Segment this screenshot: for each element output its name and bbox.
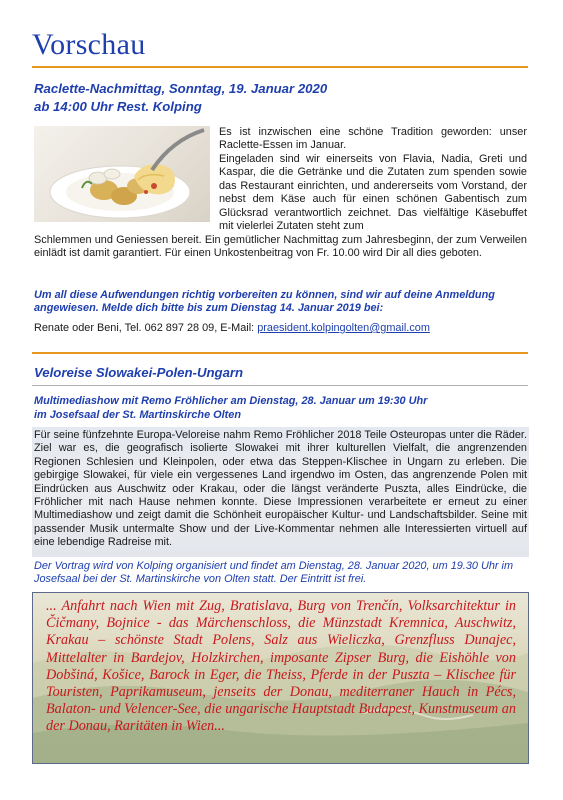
registration-note: Um all diese Aufwendungen richtig vorbereiten zu können, sind wir auf deine Anmeldung angewiesen. Melde dich bitte bis zum Dienstag 14. Januar 2019 bei: (34, 289, 495, 315)
velo-heading-rule (32, 385, 528, 386)
raclette-plate-photo (34, 126, 210, 222)
velo-credit-note: Der Vortrag wird von Kolping organisiert und findet am Dienstag, 28. Januar 2020, um 19.30 Uhr im Josefsaal bei der St. Martinskirche von Olten statt. Der Eintritt ist frei. (34, 560, 514, 586)
raclette-intro: Es ist inzwischen eine schöne Tradition geworden: unser Raclette-Essen im Januar. (219, 126, 527, 152)
title-divider (32, 66, 528, 68)
velo-heading: Veloreise Slowakei-Polen-Ungarn (34, 365, 244, 380)
section-divider (32, 352, 528, 354)
raclette-body-full: Schlemmen und Geniessen bereit. Ein gemütlicher Nachmittag zum Jahresbeginn, der zum Verweilen einlädt ist damit garantiert. Für einen Unkostenbeitrag von Fr. 10.00 wird Dir all dies geboten. (34, 234, 527, 260)
velo-body: Für seine fünfzehnte Europa-Veloreise nahm Remo Fröhlicher 2018 Teile Osteuropas unter die Räder. Ziel war es, die geografisch isolierte Slowakei mit ihrer kulturellen Vielfalt, die angrenzenden Regionen Schlesien und Kleinpolen, oder etwa das Steppen-Klischee in Ungarn zu erleben. Die gebirgige Slowakei, für viele ein vergessenes Land irgendwo im Osten, das angrenzende Polen mit Eindrücken aus Auschwitz oder Krakau, oder die längst veränderte Puszta, alles Eindrücke, die Fröhlicher mit nach Hause nehmen konnte. Diese Impressionen verarbeitete er erneut zu einer Multimediashow und zeigt damit die Schönheit europäischer Kultur- und Landschaftsbilder. Seine mit passender Musik untermalte Show und der Live-Kommentar nehmen alle Interessierten virtuell auf eine lebendige Radreise mit. (34, 429, 527, 549)
contact-email-link[interactable]: praesident.kolpingolten@gmail.com (257, 322, 430, 334)
raclette-heading-line1: Raclette-Nachmittag, Sonntag, 19. Januar 2020 (34, 81, 328, 96)
route-highlights-text: ... Anfahrt nach Wien mit Zug, Bratislava, Burg von Trenčín, Volksarchitektur in Čičmany, Bojnice - das Märchenschloss, die Münzstadt Kremnica, Auschwitz, Krakau – schönste Stadt Polens, Salz aus Wieliczka, Grenzfluss Dunajec, Mittelalter in Bardejov, Holzkirchen, imposante Zipser Burg, die Eishöhle von Dobšiná, Košice, Barock in Eger, die Theiss, Pferde in der Puszta – Klischee für Touristen, Paprikamuseum, jenseits der Donau, mediterraner Hauch in Pécs, Balaton- und Velencer-See, die ungarische Hauptstadt Budapest, Kunstmuseum an der Donau, Raritäten in Wien... (46, 598, 516, 735)
page-title: Vorschau (32, 28, 146, 61)
raclette-plate-illustration (34, 126, 210, 222)
raclette-heading-line2: ab 14:00 Uhr Rest. Kolping (34, 99, 202, 114)
contact-line (34, 322, 430, 334)
contact-text: Renate oder Beni, Tel. 062 897 28 09, E-Mail: (34, 322, 255, 334)
route-highlights-box (32, 592, 529, 764)
raclette-body-side: Eingeladen sind wir einerseits von Flavia, Nadia, Greti und Kaspar, die die Getränke und die Zutaten zum spenden sowie das Restaurant einrichten, und andererseits vom Vorstand, der nebst dem Käse auch für einen schönen Gabentisch zum Glücksrad verantwortlich zeichnet. Das vielfältige Käsebuffet mit vielerlei Zutaten steht zum (219, 153, 527, 233)
velo-subheading-line2: im Josefsaal der St. Martinskirche Olten (34, 409, 241, 421)
velo-subheading-line1: Multimediashow mit Remo Fröhlicher am Dienstag, 28. Januar um 19:30 Uhr (34, 395, 428, 407)
